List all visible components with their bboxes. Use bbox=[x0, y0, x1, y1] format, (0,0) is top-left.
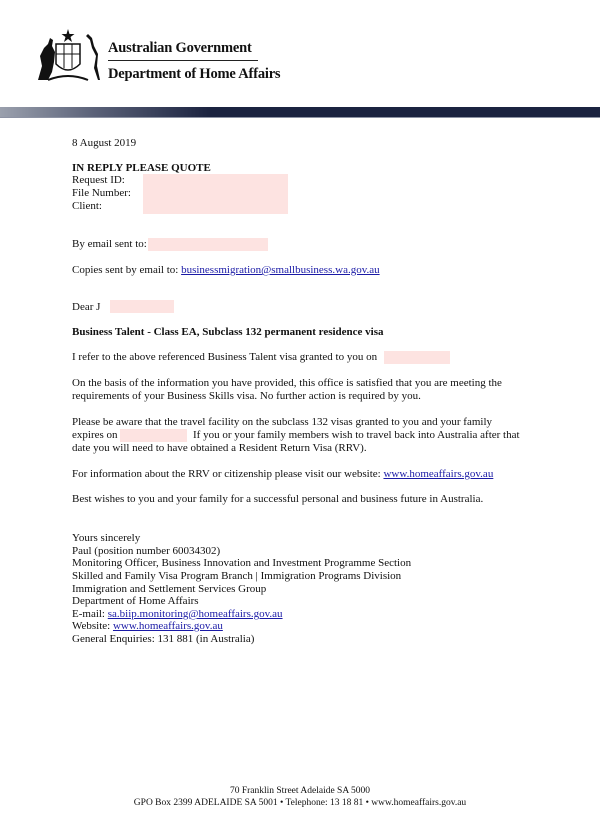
email-label: E-mail: bbox=[72, 608, 105, 620]
signatory-name: Paul (position number 60034302) bbox=[72, 545, 221, 557]
homeaffairs-website-link[interactable]: www.homeaffairs.gov.au bbox=[383, 468, 494, 480]
general-enquiries: General Enquiries: 131 881 (in Australia) bbox=[72, 633, 255, 645]
closing: Yours sincerely bbox=[72, 532, 141, 544]
quote-heading: IN REPLY PLEASE QUOTE bbox=[72, 162, 211, 174]
department-name: Department of Home Affairs bbox=[108, 66, 281, 82]
signatory-department: Department of Home Affairs bbox=[72, 595, 199, 607]
salutation: Dear J bbox=[72, 301, 101, 313]
signatory-group: Immigration and Settlement Services Group bbox=[72, 583, 267, 595]
paragraph-travel-line-2b: If you or your family members wish to travel back into Australia after that bbox=[193, 429, 520, 441]
website-label: Website: bbox=[72, 620, 111, 632]
header-band-gradient bbox=[0, 107, 210, 117]
paragraph-travel-line-2a: expires on bbox=[72, 429, 118, 441]
file-number-label: File Number: bbox=[72, 187, 131, 199]
signatory-title: Monitoring Officer, Business Innovation and Investment Programme Section bbox=[72, 557, 412, 569]
paragraph-travel-line-3: date you will need to have obtained a Resident Return Visa (RRV). bbox=[72, 442, 367, 454]
copies-label: Copies sent by email to: bbox=[72, 264, 179, 276]
signatory-branch: Skilled and Family Visa Program Branch | Immigration Programs Division bbox=[72, 570, 402, 582]
request-id-label: Request ID: bbox=[72, 174, 125, 186]
signatory-website-link[interactable]: www.homeaffairs.gov.au bbox=[112, 620, 223, 632]
paragraph-wishes: Best wishes to you and your family for a successful personal and business future in Australia. bbox=[72, 493, 484, 505]
redacted-grant-date bbox=[384, 351, 450, 364]
client-label: Client: bbox=[72, 200, 102, 212]
paragraph-compliance-line-2: requirements of your Business Skills visa. No further action is required by you. bbox=[72, 390, 421, 402]
redacted-expiry-date bbox=[120, 429, 187, 442]
paragraph-compliance-line-1: On the basis of the information you have provided, this office is satisfied that you are meeting the bbox=[72, 377, 502, 389]
email-sent-label: By email sent to: bbox=[72, 238, 147, 250]
coat-of-arms-logo bbox=[34, 26, 102, 84]
government-name: Australian Government bbox=[108, 40, 252, 56]
footer-contact: GPO Box 2399 ADELAIDE SA 5001 • Telephone: 13 18 81 • www.homeaffairs.gov.au bbox=[133, 798, 467, 808]
header-band-underline bbox=[0, 117, 600, 118]
copies-line bbox=[72, 264, 380, 278]
redacted-recipient-email bbox=[148, 238, 268, 251]
letter-date: 8 August 2019 bbox=[72, 137, 137, 149]
copies-email-link[interactable]: businessmigration@smallbusiness.wa.gov.au bbox=[181, 264, 380, 276]
redacted-recipient-name bbox=[110, 300, 174, 313]
signatory-email-link[interactable]: sa.biip.monitoring@homeaffairs.gov.au bbox=[107, 608, 283, 620]
paragraph-travel-line-1: Please be aware that the travel facility on the subclass 132 visas granted to you and your family bbox=[72, 416, 493, 428]
signatory-website-line bbox=[72, 620, 223, 634]
header-divider bbox=[108, 60, 258, 61]
redacted-reference-block bbox=[143, 174, 288, 214]
paragraph-grant: I refer to the above referenced Business Talent visa granted to you on bbox=[72, 351, 378, 363]
paragraph-info bbox=[72, 468, 493, 482]
footer-address: 70 Franklin Street Adelaide SA 5000 bbox=[229, 786, 371, 796]
letter-subject: Business Talent - Class EA, Subclass 132 permanent residence visa bbox=[72, 326, 384, 338]
paragraph-info-text: For information about the RRV or citizenship please visit our website: bbox=[72, 468, 381, 480]
